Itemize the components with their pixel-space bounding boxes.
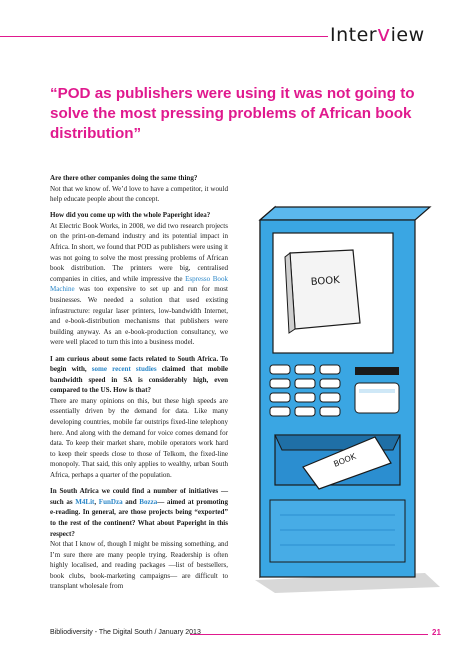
section-tag-part: Inter xyxy=(330,24,378,46)
inline-link[interactable]: Espresso Book Machine xyxy=(50,274,228,294)
section-tag-part: v xyxy=(377,22,391,47)
interview-answer xyxy=(50,184,228,205)
interview-question xyxy=(50,486,228,539)
interview-question xyxy=(50,173,228,184)
interview-question xyxy=(50,354,228,396)
text-run: Are there other companies doing the same thing? xyxy=(50,174,198,182)
text-run: , xyxy=(94,497,99,506)
article-column xyxy=(50,173,228,592)
interview-answer xyxy=(50,221,228,348)
footer-rule xyxy=(190,634,428,635)
footer-text: Bibliodiversity - The Digital South / January 2013 xyxy=(50,629,201,636)
text-run: Not that we know of. We’d love to have a competitor, it would help educate people about the concept. xyxy=(50,184,228,204)
text-run: In South Africa we could find a number of initiatives —such as xyxy=(50,487,228,506)
text-run: — aimed at promoting e-reading. In general, are those projects being “exported” to the rest of the continent? What about Paperight in this respect? xyxy=(50,497,228,538)
text-run: I am curious about some facts related to South Africa. To begin with, xyxy=(50,354,228,374)
inline-link[interactable]: M4Lit xyxy=(75,497,95,506)
book-cover-label: BOOK xyxy=(310,274,341,288)
tray-book-label: BOOK xyxy=(332,451,358,469)
header-rule xyxy=(0,36,328,37)
section-tag-part: iew xyxy=(390,24,425,46)
inline-link[interactable]: Bozza xyxy=(139,497,158,506)
text-run: Not that I know of, though I might be missing something, and I’m sure there are many people trying. Readership is often highly localised, and reading packages —list of bestsellers, book clubs, book-marketing campaigns— are difficult to transplant wholesale from xyxy=(50,540,228,591)
book-vending-machine-illustration xyxy=(235,205,445,595)
inline-link[interactable]: some recent studies xyxy=(91,365,157,374)
interview-answer xyxy=(50,396,228,481)
inline-link[interactable]: FunDza xyxy=(98,497,123,506)
text-run: At Electric Book Works, in 2008, we did two research projects on the print-on-demand industry and its potential impact in Africa. In short, we found that POD as publishers were using it was not going to solve the most pressing problems of African book distribution. The printers were big, centralised companies in cities, and while impressive the xyxy=(50,221,228,283)
text-run: claimed that mobile bandwidth speed in SA is considerably high, even compared to the US. How is that? xyxy=(50,365,228,395)
text-run: There are many opinions on this, but these high speeds are essentially driven by the demand for data. Like many developing countries, mobile far outstrips fixed-line telephony here. And along with the demand for voice comes demand for data. To keep their market share, mobile operators work hard to keep their speeds close to those of Telkom, the fixed-line monopoly. That said, this only applies to wealthy, urban South Africa, perhaps a quarter of the population. xyxy=(50,396,228,480)
text-run: was too expensive to set up and run for most businesses. We needed a solution that used existing infrastructure: regular laser printers, low-bandwidth Internet, and e-book-distribution mechanisms that publishers were building anyway. As an e-book-production consultancy, we were well placed to turn this into a business model. xyxy=(50,285,228,347)
page-number: 21 xyxy=(432,628,441,637)
text-run: How did you come up with the whole Paperight idea? xyxy=(50,211,211,220)
headline: “POD as publishers were using it was not going to solve the most pressing problems of African book distribution” xyxy=(50,85,415,142)
interview-answer xyxy=(50,539,228,592)
interview-question xyxy=(50,210,228,221)
text-run: and xyxy=(122,497,140,506)
section-tag xyxy=(330,22,425,47)
